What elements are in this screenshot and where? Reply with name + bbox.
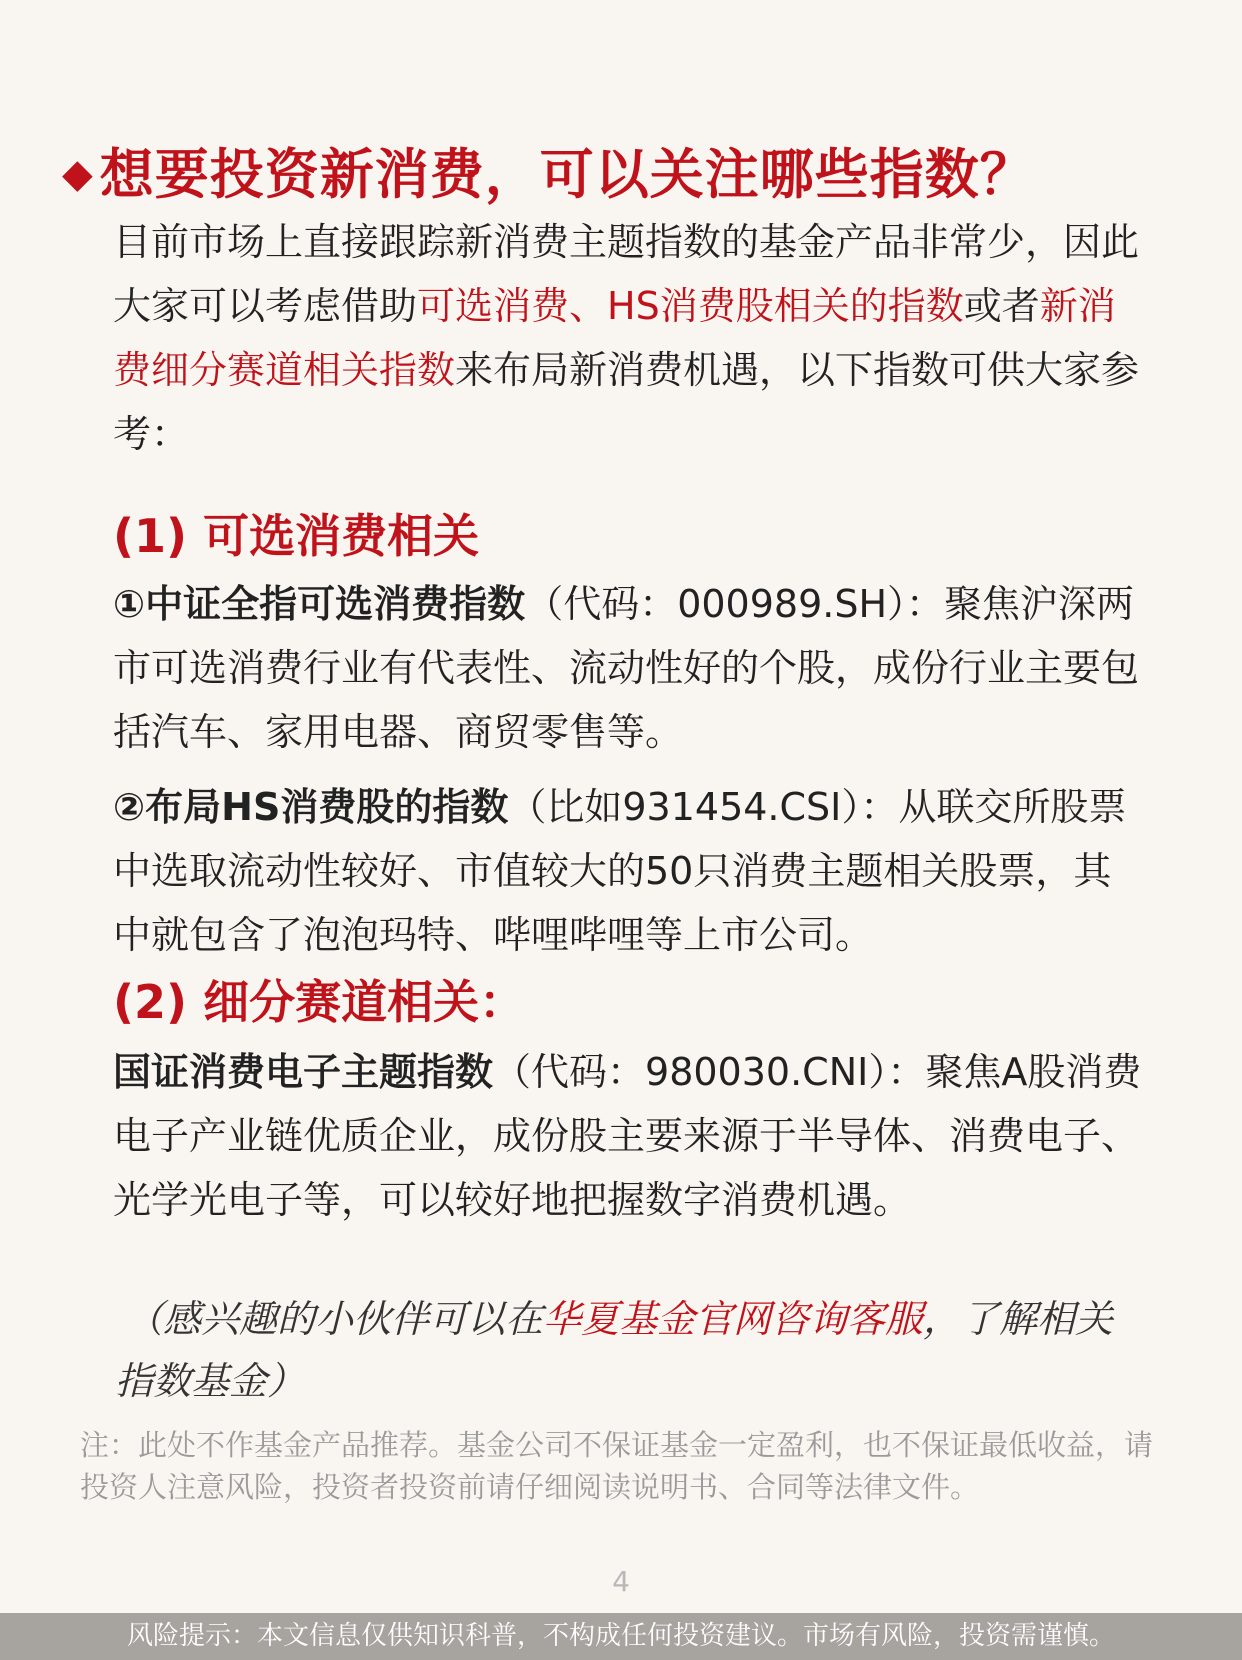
intro-paragraph	[113, 210, 1143, 466]
section1-item1	[113, 572, 1143, 764]
section1-item2-desc: （比如931454.CSI）：从联交所股票中选取流动性较好、市值较大的50只消费主题相关股票，其中就包含了泡泡玛特、哔哩哔哩等上市公司。	[113, 785, 1127, 957]
intro-highlight-1: 可选消费、HS消费股相关的指数	[417, 284, 964, 328]
page-number: 4	[612, 1565, 630, 1598]
section1-item1-desc: （代码：000989.SH）：聚焦沪深两市可选消费行业有代表性、流动性好的个股，成份行业主要包括汽车、家用电器、商贸零售等。	[113, 582, 1140, 754]
page-title	[62, 132, 1035, 209]
intro-text-1: 目前市场上直接跟踪新消费主题指数的基金产品非常少，因此大家可以考虑借助	[113, 220, 1140, 328]
section1-item2	[113, 775, 1143, 967]
consult-note	[115, 1288, 1145, 1412]
section2-item1	[113, 1040, 1143, 1232]
section2-item1-desc: （代码：980030.CNI）：聚焦A股消费电子产业链优质企业，成份股主要来源于半导体、消费电子、光学光电子等，可以较好地把握数字消费机遇。	[113, 1050, 1142, 1222]
diamond-bullet-icon: ◆	[62, 151, 94, 197]
consult-text-1: （感兴趣的小伙伴可以在	[125, 1297, 544, 1341]
section1-item2-name: ②布局HS消费股的指数	[113, 785, 509, 829]
intro-highlight-2: 新消费细分赛道相关指数	[113, 284, 1116, 392]
section2-item1-name: 国证消费电子主题指数	[113, 1050, 494, 1094]
consult-text-3: 指数基金）	[115, 1359, 306, 1403]
consult-highlight: 华夏基金官网咨询客服	[543, 1297, 924, 1341]
section1-item1-name: ①中证全指可选消费指数	[113, 582, 526, 626]
intro-text-2: 或者	[963, 284, 1040, 328]
risk-warning-footer: 风险提示：本文信息仅供知识科普，不构成任何投资建议。市场有风险，投资需谨慎。	[0, 1613, 1242, 1660]
intro-text-3: 来布局新消费机遇，以下指数可供大家参考：	[113, 348, 1140, 456]
section1-title: (1) 可选消费相关	[113, 509, 480, 563]
disclaimer-note: 注：此处不作基金产品推荐。基金公司不保证基金一定盈利，也不保证最低收益，请投资人注意风险，投资者投资前请仔细阅读说明书、合同等法律文件。	[80, 1428, 1154, 1504]
page-title-text: 想要投资新消费，可以关注哪些指数？	[99, 143, 1035, 206]
consult-text-2: ，了解相关	[923, 1297, 1114, 1341]
section2-title: (2) 细分赛道相关：	[113, 975, 526, 1029]
